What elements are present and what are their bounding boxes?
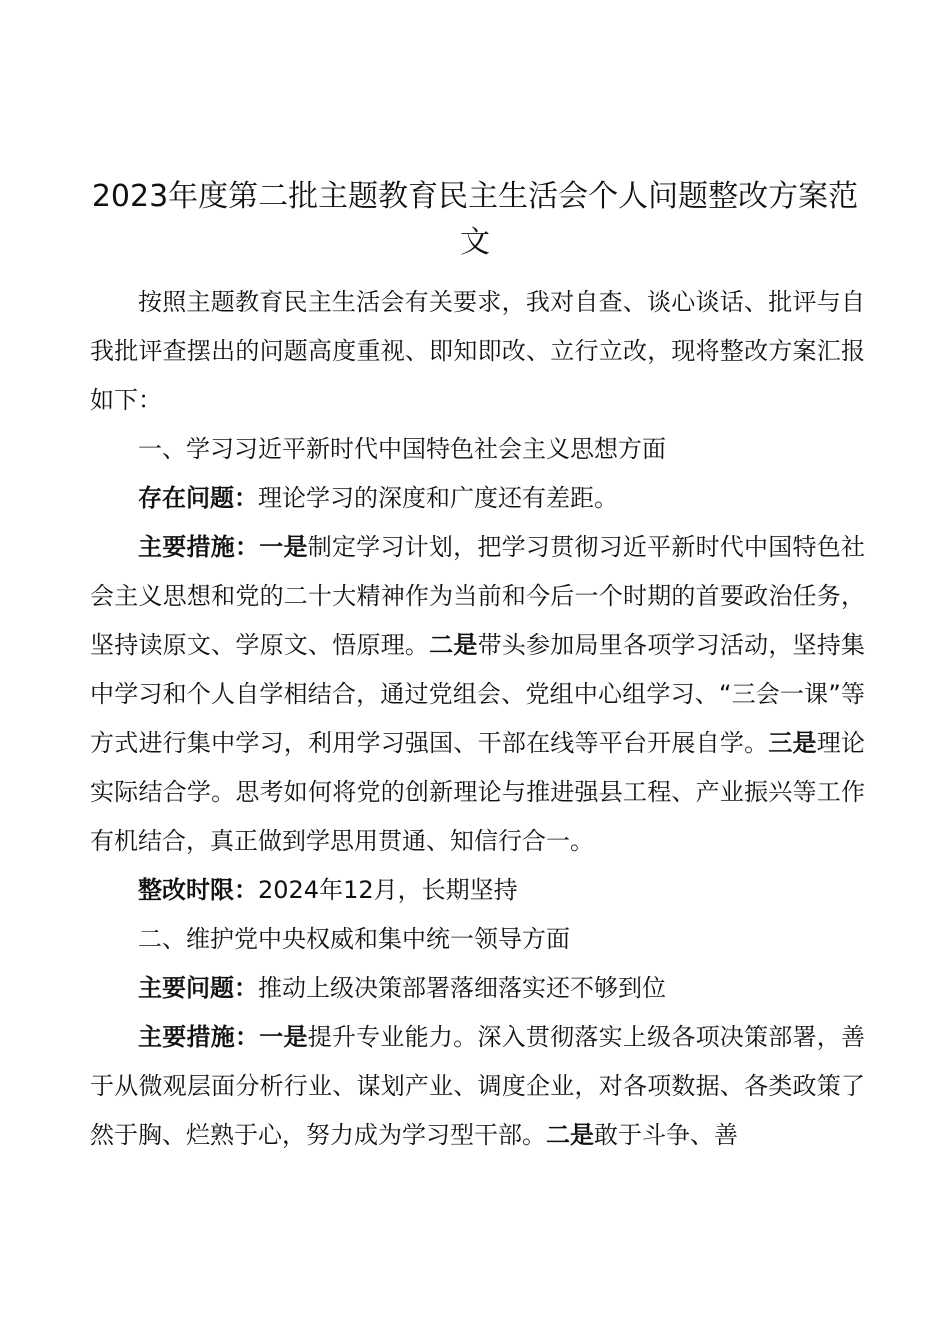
section1-measure2-text: 带头参加局里各项学习活动，坚持集中学习和个人自学相结合，通过党组会、党组中心组学习、“三会一课”等方式进行集中学习，利用学习强国、干部在线等平台开展自学。 bbox=[90, 631, 866, 757]
intro-paragraph: 按照主题教育民主生活会有关要求，我对自查、谈心谈话、批评与自我批评查摆出的问题高度重视、即知即改、立行立改，现将整改方案汇报如下： bbox=[90, 288, 865, 414]
section1-problem-text: 理论学习的深度和广度还有差距。 bbox=[258, 484, 618, 512]
section2-measure2-label: 二是 bbox=[546, 1121, 594, 1149]
section1-deadline-label: 整改时限： bbox=[138, 876, 258, 904]
section2-problem-text: 推动上级决策部署落细落实还不够到位 bbox=[258, 974, 666, 1002]
section2-measure2-text: 敢于斗争、善 bbox=[594, 1121, 738, 1149]
section1-measures-label: 主要措施： bbox=[138, 533, 260, 561]
document-body bbox=[90, 278, 865, 1160]
section1-measure2-label: 二是 bbox=[429, 631, 478, 659]
section1-problem bbox=[90, 474, 865, 523]
section1-problem-label: 存在问题： bbox=[138, 484, 258, 512]
section2-problem-label: 主要问题： bbox=[138, 974, 258, 1002]
section1-deadline bbox=[90, 866, 865, 915]
section2-heading: 二、维护党中央权威和集中统一领导方面 bbox=[138, 925, 570, 953]
section2-measure1-label: 一是 bbox=[259, 1023, 308, 1051]
section1-measure3-text: 理论实际结合学。思考如何将党的创新理论与推进强县工程、产业振兴等工作有机结合，真正做到学思用贯通、知信行合一。 bbox=[90, 729, 866, 855]
section2-measure1-text: 提升专业能力。深入贯彻落实上级各项决策部署，善于从微观层面分析行业、谋划产业、调度企业，对各项数据、各类政策了然于胸、烂熟于心，努力成为学习型干部。 bbox=[90, 1023, 866, 1149]
section2-measures-label: 主要措施： bbox=[138, 1023, 260, 1051]
section1-measure3-label: 三是 bbox=[768, 729, 817, 757]
section2-measures bbox=[90, 1013, 865, 1160]
section1-deadline-text: 2024年12月，长期坚持 bbox=[258, 876, 518, 904]
document-title: 2023年度第二批主题教育民主生活会个人问题整改方案范文 bbox=[91, 179, 859, 260]
section1-measure1-label: 一是 bbox=[259, 533, 308, 561]
section1-heading: 一、学习习近平新时代中国特色社会主义思想方面 bbox=[138, 435, 666, 463]
section1-measure1-text: 制定学习计划，把学习贯彻习近平新时代中国特色社会主义思想和党的二十大精神作为当前和今后一个时期的首要政治任务，坚持读原文、学原文、悟原理。 bbox=[90, 533, 866, 659]
section1-measures bbox=[90, 523, 865, 866]
section2-problem bbox=[90, 964, 865, 1013]
